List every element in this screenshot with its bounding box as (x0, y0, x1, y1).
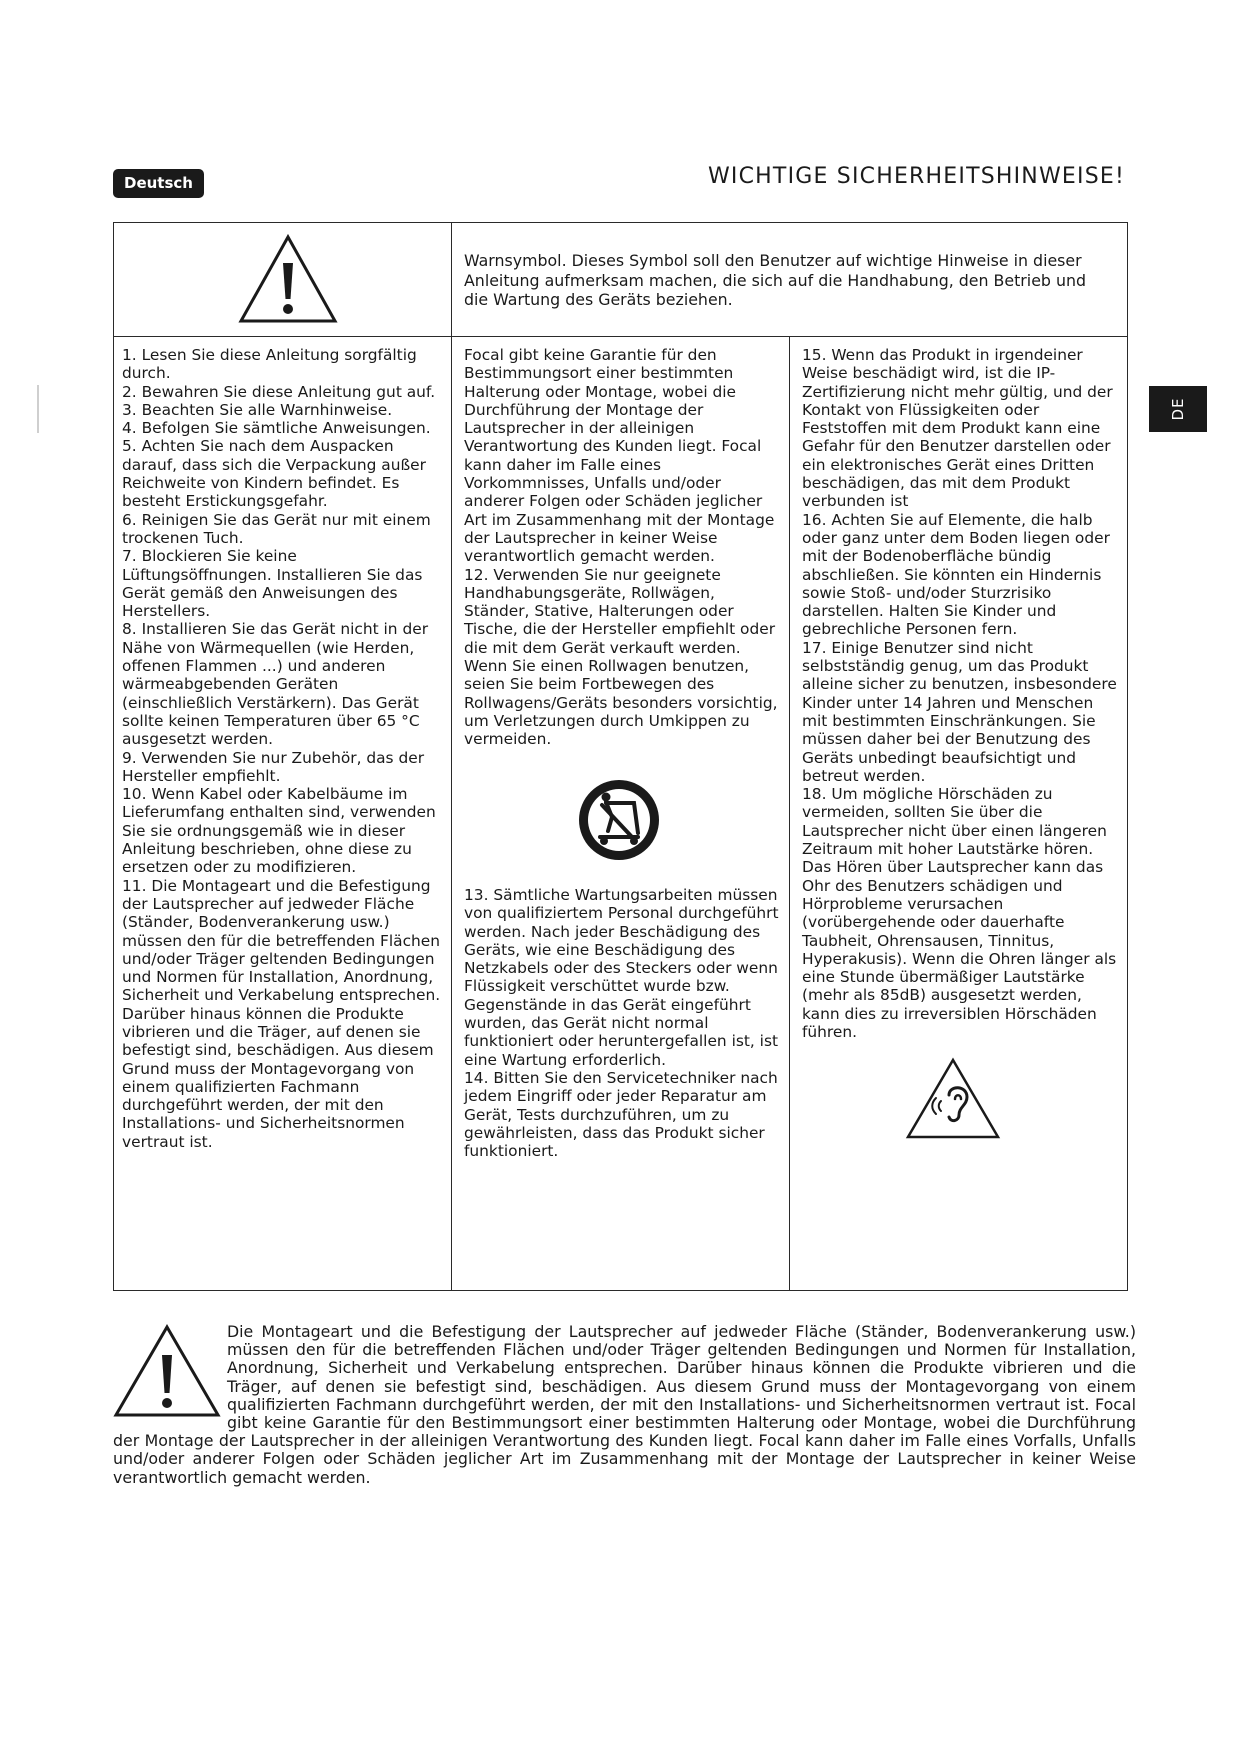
list-item: 14. Bitten Sie den Servicetechniker nach jedem Eingriff oder jeder Reparatur am Gerät, Tests durchzuführen, um zu gewährleisten, dass das Produkt sicher funktioniert. (464, 1068, 778, 1161)
list-item: 4. Befolgen Sie sämtliche Anweisungen. (122, 419, 431, 438)
list-item: 10. Wenn Kabel oder Kabelbäume im Lieferumfang enthalten sind, verwenden Sie sie ordnungsgemäß wie in dieser Anleitung beschrieben, ohne diese zu ersetzen oder zu modifizieren. (122, 785, 436, 877)
list-item: 3. Beachten Sie alle Warnhinweise. (122, 400, 393, 419)
side-tab-label: DE (1169, 397, 1187, 421)
list-item: 11. Die Montageart und die Befestigung der Lautsprecher auf jedweder Fläche (Ständer, Bodenverankerung usw.) müssen den für die betreffenden Flächen und/oder Träger geltenden Bedingungen und Normen für Installation, Anordnung, Sicherheit und Verkabelung entsprechen. Darüber hinaus können die Produkte vibrieren und die Träger, auf denen sie befestigt sind, beschädigen. Aus diesem Grund muss der Montagevorgang von einem qualifizierten Fachmann durchgeführt werden, der mit den Installations- und Sicherheitsnormen vertraut ist. (122, 876, 441, 1151)
list-item: 2. Bewahren Sie diese Anleitung gut auf. (122, 382, 436, 401)
list-item: 13. Sämtliche Wartungsarbeiten müssen von qualifiziertem Personal durchgeführt werden. Nach jeder Beschädigung des Geräts, wie eine Beschädigung des Netzkabels oder des Steckers oder wenn Flüssigkeit verschüttet wurde bzw. Gegenstände in das Gerät eingeführt wurden, das Gerät nicht normal funktioniert oder heruntergefallen ist, ist eine Wartung erforderlich. (464, 886, 779, 1069)
mounting-warning-text: Die Montageart und die Befestigung der Lautsprecher auf jedweder Fläche (Ständer, Bodenverankerung usw.) müssen den für die betreffenden Flächen und/oder Träger geltenden Bedingungen und Normen für Installation, Anordnung, Sicherheit und Verkabelung entsprechen. Darüber hinaus können die Produkte vibrieren und die Träger, auf denen sie befestigt sind, beschädigen. Aus diesem Grund muss der Montagevorgang von einem qualifizierten Fachmann durchgeführt werden, der mit den Installations- und Sicherheitsnormen vertraut ist. Focal gibt keine Garantie für den Bestimmungsort einer bestimmten Halterung oder Montage, wobei die Durchführung der Montage der Lautsprecher in der alleinigen Verantwortung des Kunden liegt. Focal kann daher im Falle eines Vorfalls, Unfalls und/oder anderer Folgen oder Schäden jeglicher Art im Zusammenhang mit der Montage der Lautsprecher in keiner Weise verantwortlich gemacht werden. (113, 1322, 1136, 1487)
language-badge: Deutsch (113, 169, 204, 198)
safety-table (113, 222, 1128, 1291)
column-2 (452, 337, 790, 1290)
list-item: 9. Verwenden Sie nur Zubehör, das der Hersteller empfiehlt. (122, 748, 425, 785)
warning-triangle-icon (238, 233, 338, 325)
column-2-items-top (464, 346, 781, 749)
list-item: 17. Einige Benutzer sind nicht selbstständig genug, um das Produkt alleine sicher zu benutzen, insbesondere Kinder unter 14 Jahren und Menschen mit bestimmten Einschränkungen. Sie müssen daher bei der Benutzung des Geräts unbedingt beaufsichtigt und betreut werden. (802, 638, 1117, 785)
warning-symbol-description (452, 223, 1127, 337)
list-item: 15. Wenn das Produkt in irgendeiner Weise beschädigt wird, ist die IP-Zertifizierung nicht mehr gültig, und der Kontakt von Flüssigkeiten oder Feststoffen mit dem Produkt kann eine Gefahr für den Benutzer darstellen oder ein elektronisches Gerät eines Dritten beschädigen, das mit dem Produkt verbunden ist (802, 346, 1113, 511)
list-item: 5. Achten Sie nach dem Auspacken darauf, dass sich die Verpackung außer Reichweite von Kindern befindet. Es besteht Erstickungsgefahr. (122, 437, 426, 511)
mounting-warning-note (113, 1323, 1136, 1487)
list-item: 1. Lesen Sie diese Anleitung sorgfältig durch. (122, 346, 417, 383)
warning-symbol-cell (114, 223, 452, 337)
margin-mark (37, 385, 39, 433)
list-item: 12. Verwenden Sie nur geeignete Handhabungsgeräte, Rollwägen, Ständer, Stative, Halterungen oder Tische, die der Hersteller empfiehlt oder die mit dem Gerät verkauft werden. Wenn Sie einen Rollwagen benutzen, seien Sie beim Fortbewegen des Rollwagens/Geräts besonders vorsichtig, um Verletzungen durch Umkippen zu vermeiden. (464, 565, 778, 749)
column-3-items (802, 346, 1119, 1041)
cart-tipover-warning-icon (576, 777, 662, 863)
list-item: 8. Installieren Sie das Gerät nicht in der Nähe von Wärmequellen (wie Herden, offenen Flammen ...) und anderen wärmeabgebenden Geräten (einschließlich Verstärkern). Das Gerät sollte keinen Temperaturen über 65 °C ausgesetzt werden. (122, 620, 429, 749)
column-3 (790, 337, 1127, 1290)
language-side-tab (1149, 386, 1207, 432)
list-item: 6. Reinigen Sie das Gerät nur mit einem trockenen Tuch. (122, 510, 431, 547)
warning-triangle-icon (113, 1323, 221, 1419)
page-title: WICHTIGE SICHERHEITSHINWEISE! (707, 164, 1125, 189)
hearing-damage-warning-icon (905, 1057, 1001, 1141)
column-1 (114, 337, 452, 1290)
list-item: 18. Um mögliche Hörschäden zu vermeiden, sollten Sie über die Lautsprecher nicht über einen längeren Zeitraum mit hoher Lautstärke hören. Das Hören über Lautsprecher kann das Ohr des Benutzers schädigen und Hörprobleme verursachen (vorübergehende oder dauerhafte Taubheit, Ohrensausen, Tinnitus, Hyperakusis). Wenn die Ohren länger als eine Stunde übermäßiger Lautstärke (mehr als 85dB) ausgesetzt werden, kann dies zu irreversiblen Hörschäden führen. (802, 785, 1117, 1041)
warning-symbol-text: Warnsymbol. Dieses Symbol soll den Benutzer auf wichtige Hinweise in dieser Anleitung aufmerksam machen, die sich auf die Handhabung, den Betrieb und die Wartung des Geräts beziehen. (464, 251, 1087, 309)
column-1-items (122, 346, 443, 1151)
list-item: Focal gibt keine Garantie für den Bestimmungsort einer bestimmten Halterung oder Montage, wobei die Durchführung der Montage der Lautsprecher in der alleinigen Verantwortung des Kunden liegt. Focal kann daher im Falle eines Vorkommnisses, Unfalls und/oder anderer Folgen oder Schäden jeglicher Art im Zusammenhang mit der Montage der Lautsprecher in keiner Weise verantwortlich gemacht werden. (464, 346, 775, 566)
column-2-items-bottom (464, 886, 781, 1160)
list-item: 16. Achten Sie auf Elemente, die halb oder ganz unter dem Boden liegen oder mit der Bodenoberfläche bündig abschließen. Sie könnten ein Hindernis sowie Stoß- und/oder Sturzrisiko darstellen. Halten Sie Kinder und gebrechliche Personen fern. (802, 510, 1110, 639)
list-item: 7. Blockieren Sie keine Lüftungsöffnungen. Installieren Sie das Gerät gemäß den Anweisungen des Herstellers. (122, 547, 423, 621)
